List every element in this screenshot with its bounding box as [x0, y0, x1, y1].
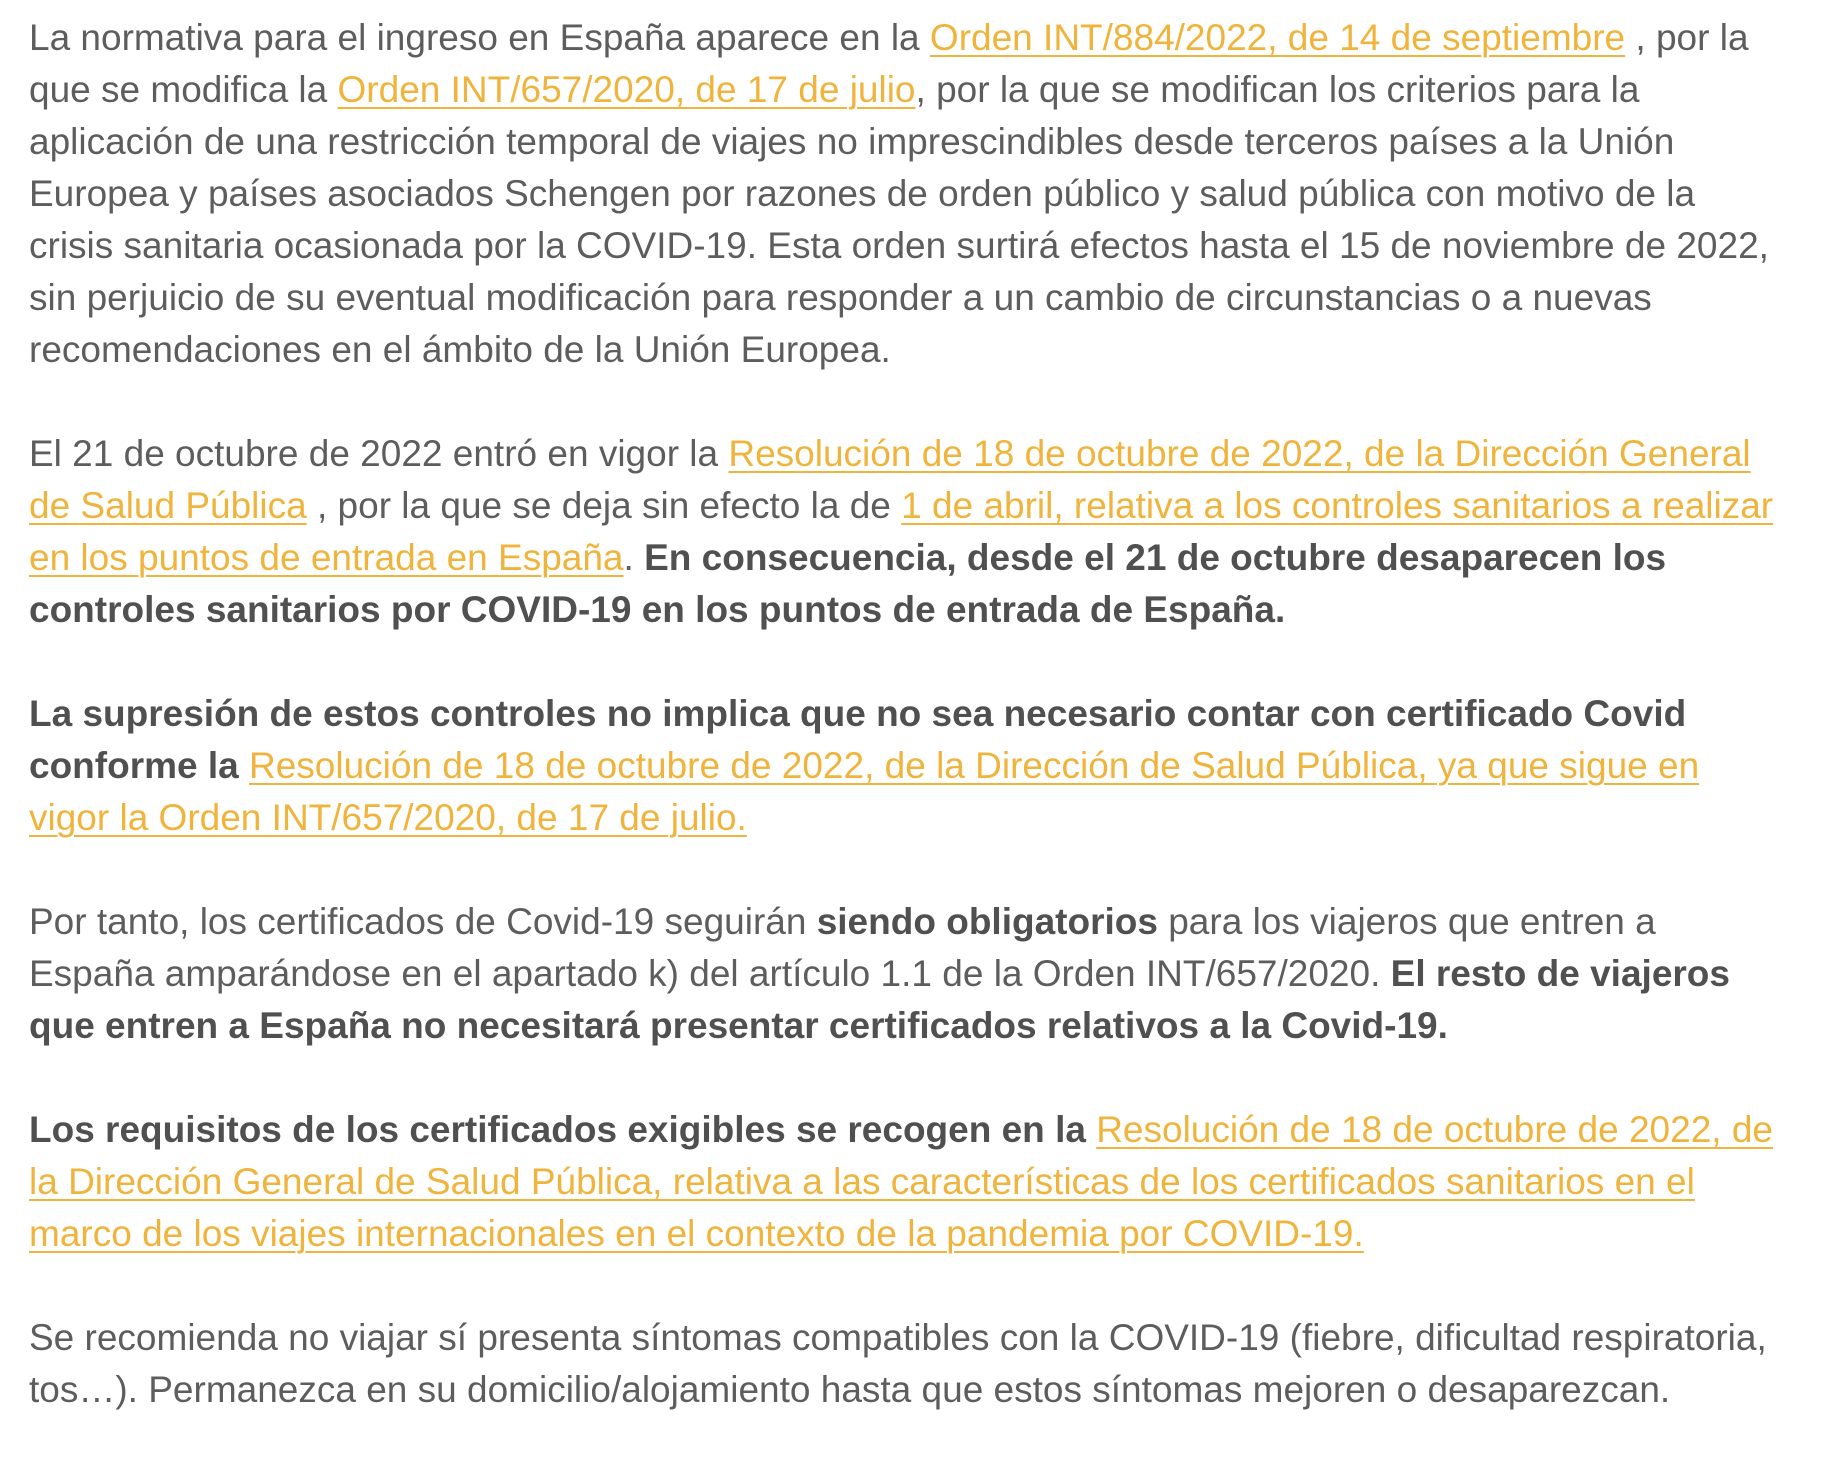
bold-text: siendo obligatorios: [816, 901, 1158, 942]
bold-text: La supresión de estos controles no implica que no sea necesario contar con certificado Covid conforme la: [29, 693, 1687, 786]
link-resolucion-salud-publica[interactable]: Resolución de 18 de octubre de 2022, de la Dirección de Salud Pública, ya que sigue en vigor la Orden INT/657/2020, de 17 de julio.: [29, 745, 1700, 838]
paragraph-text: Por tanto, los certificados de Covid-19 seguirán: [29, 901, 817, 942]
bold-text: Los requisitos de los certificados exigibles se recogen en la: [29, 1109, 1097, 1150]
paragraph-text: .: [623, 537, 645, 578]
paragraph-text: Se recomienda no viajar sí presenta síntomas compatibles con la COVID-19 (fiebre, dificultad respiratoria, tos…). Permanezca en su domicilio/alojamiento hasta que estos síntomas mejoren o desaparezcan.: [29, 1317, 1767, 1410]
paragraph-text: El 21 de octubre de 2022 entró en vigor la: [29, 433, 729, 474]
paragraph-text: , por la que se modifican los criterios para la aplicación de una restricción temporal de viajes no imprescindibles desde terceros países a la Unión Europea y países asociados Schengen por razones de orden público y salud pública con motivo de la crisis sanitaria ocasionada por la COVID-19. Esta orden surtirá efectos hasta el 15 de noviembre de 2022, sin perjuicio de su eventual modificación para responder a un cambio de circunstancias o a nuevas recomendaciones en el ámbito de la Unión Europea.: [29, 69, 1769, 370]
paragraph-text: La normativa para el ingreso en España aparece en la: [29, 17, 930, 58]
paragraph-text: , por la que se modifica la: [29, 17, 1749, 110]
link-resolucion-caracteristicas-certificados[interactable]: Resolución de 18 de octubre de 2022, de la Dirección General de Salud Pública, relativa a las características de los certificados sanitarios en el marco de los viajes internacionales en el contexto de la pandemia por COVID-19.: [29, 1109, 1773, 1254]
paragraph-recomendacion: [29, 1312, 1789, 1416]
paragraph-certificados: [29, 896, 1789, 1052]
paragraph-requisitos: [29, 1104, 1789, 1260]
link-orden-int-657-2020[interactable]: Orden INT/657/2020, de 17 de julio: [337, 69, 916, 110]
link-resolucion-1-abril[interactable]: 1 de abril, relativa a los controles sanitarios a realizar en los puntos de entrada en España: [29, 485, 1774, 578]
link-orden-int-884-2022[interactable]: Orden INT/884/2022, de 14 de septiembre: [929, 17, 1626, 58]
paragraph-supresion: [29, 688, 1789, 844]
paragraph-text: , por la que se deja sin efecto la de: [306, 485, 902, 526]
bold-text: En consecuencia, desde el 21 de octubre desaparecen los controles sanitarios por COVID-19 en los puntos de entrada de España.: [29, 537, 1667, 630]
paragraph-normativa: [29, 12, 1789, 376]
link-resolucion-18-octubre-2022[interactable]: Resolución de 18 de octubre de 2022, de la Dirección General de Salud Pública: [29, 433, 1751, 526]
bold-text: El resto de viajeros que entren a España no necesitará presentar certificados relativos a la Covid-19.: [29, 953, 1730, 1046]
paragraph-text: para los viajeros que entren a España amparándose en el apartado k) del artículo 1.1 de la Orden INT/657/2020.: [29, 901, 1656, 994]
paragraph-resolucion: [29, 428, 1789, 636]
